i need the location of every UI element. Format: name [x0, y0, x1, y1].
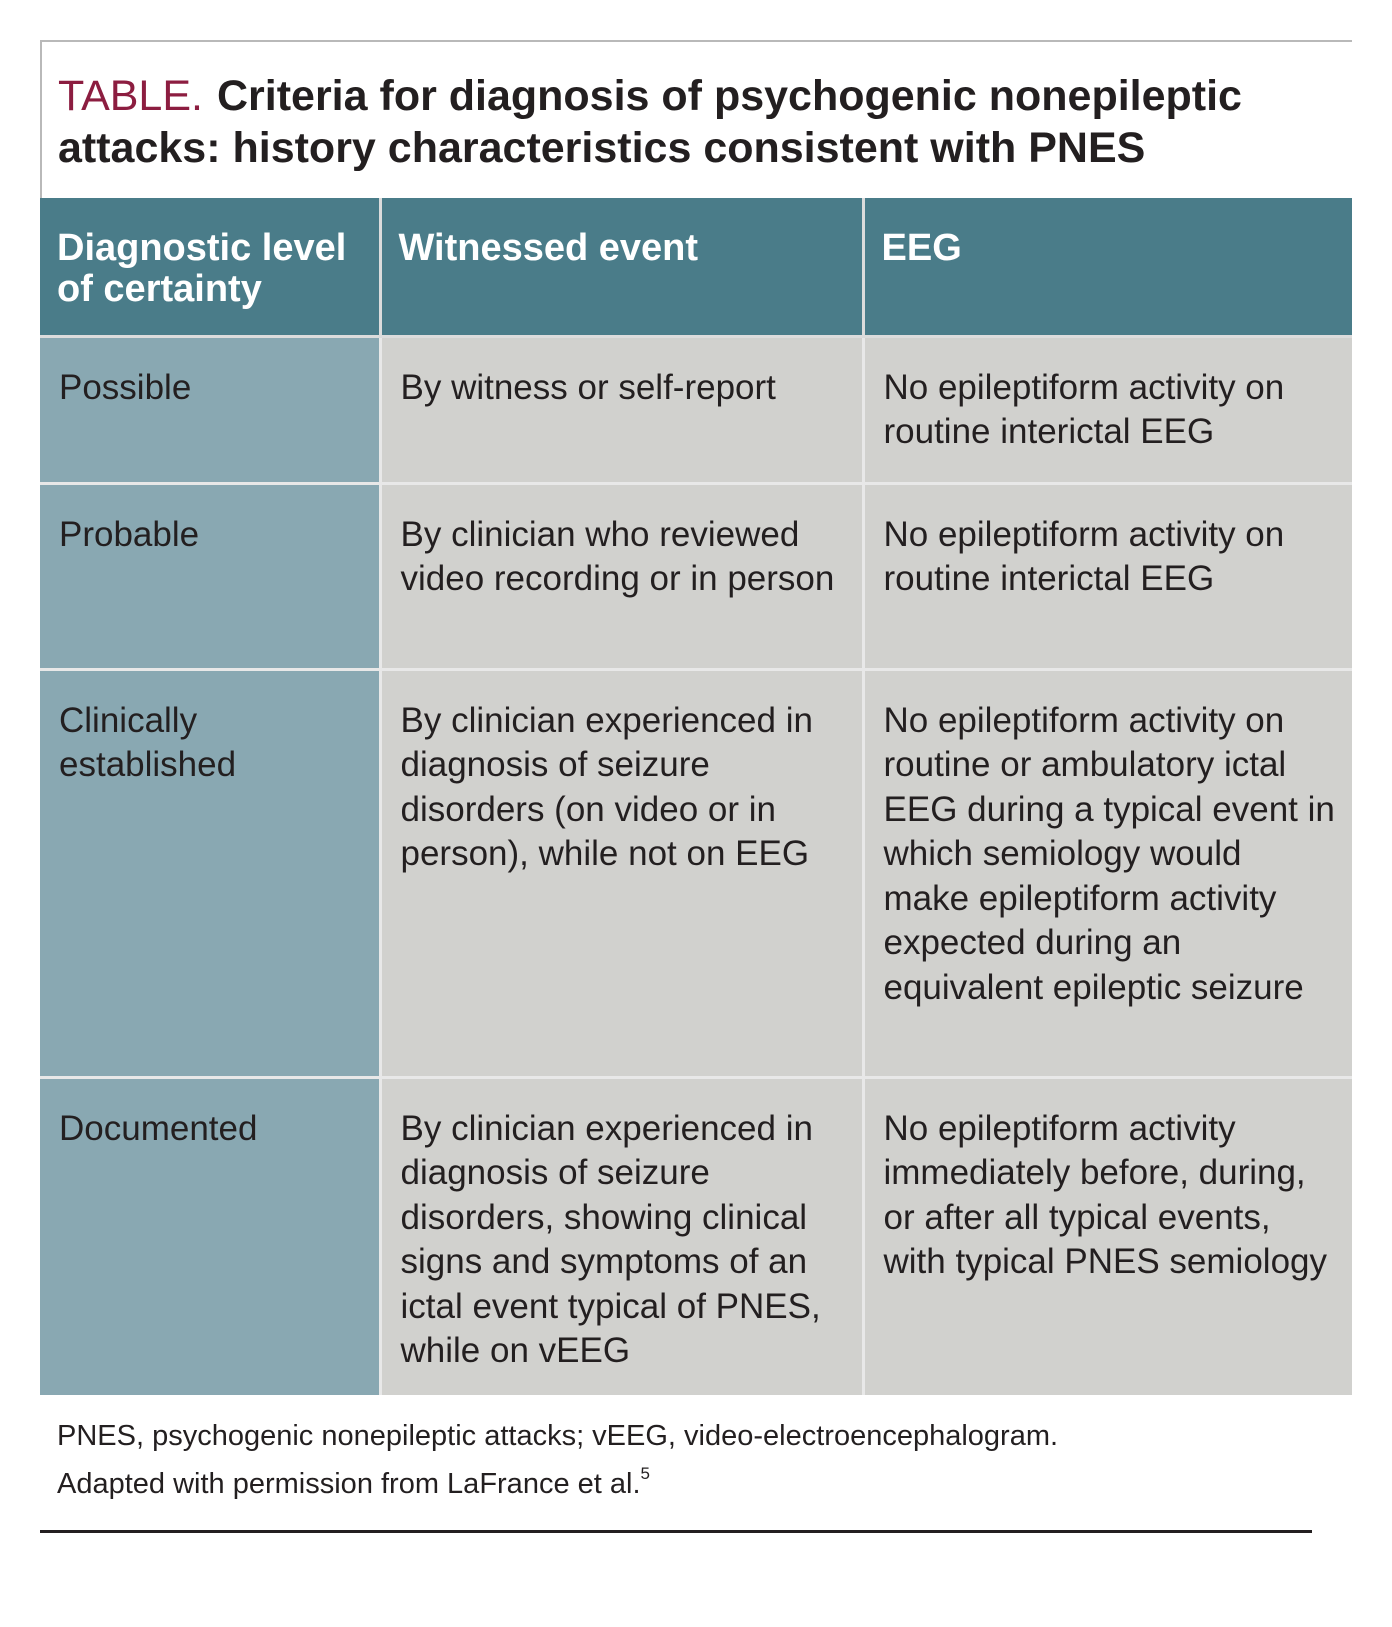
header-witnessed-event: Witnessed event: [380, 198, 863, 336]
cell-eeg: No epileptiform activity on routine or ambulatory ictal EEG during a typical event in which semiology would make epileptiform activity expected during an equivalent epileptic seizure: [863, 669, 1352, 1077]
cell-eeg: No epileptiform activity immediately before, during, or after all typical events, with typical PNES semiology: [863, 1077, 1352, 1395]
table-row: [40, 1077, 1352, 1395]
table-row: [40, 669, 1352, 1077]
table-title-box: [40, 40, 1352, 198]
header-eeg: EEG: [863, 198, 1352, 336]
table-row: [40, 483, 1352, 669]
cell-level: Probable: [40, 483, 380, 669]
table-footnote: [57, 1412, 1058, 1508]
cell-witnessed: By clinician experienced in diagnosis of seizure disorders (on video or in person), while not on EEG: [380, 669, 863, 1077]
table-title: [58, 70, 1352, 174]
bottom-rule: [40, 1530, 1312, 1533]
table-header-row: [40, 198, 1352, 336]
cell-eeg: No epileptiform activity on routine interictal EEG: [863, 336, 1352, 483]
header-diagnostic-level: Diagnostic level of certainty: [40, 198, 380, 336]
footnote-source: Adapted with permission from LaFrance et al.: [57, 1468, 641, 1500]
cell-eeg: No epileptiform activity on routine interictal EEG: [863, 483, 1352, 669]
table-row: [40, 336, 1352, 483]
footnote-source-line: [57, 1460, 1058, 1508]
cell-level: Possible: [40, 336, 380, 483]
table-label: TABLE.: [58, 72, 203, 120]
table-figure: [40, 40, 1352, 1395]
cell-witnessed: By clinician experienced in diagnosis of seizure disorders, showing clinical signs and symptoms of an ictal event typical of PNES, while on vEEG: [380, 1077, 863, 1395]
criteria-table: [40, 198, 1352, 1395]
cell-witnessed: By witness or self-report: [380, 336, 863, 483]
cell-level: Clinically established: [40, 669, 380, 1077]
cell-witnessed: By clinician who reviewed video recording or in person: [380, 483, 863, 669]
footnote-reference: 5: [640, 1464, 650, 1483]
footnote-abbreviations: PNES, psychogenic nonepileptic attacks; vEEG, video-electroencephalogram.: [57, 1420, 1059, 1452]
table-title-text: Criteria for diagnosis of psychogenic nonepileptic attacks: history characteristics consistent with PNES: [58, 72, 1242, 172]
cell-level: Documented: [40, 1077, 380, 1395]
